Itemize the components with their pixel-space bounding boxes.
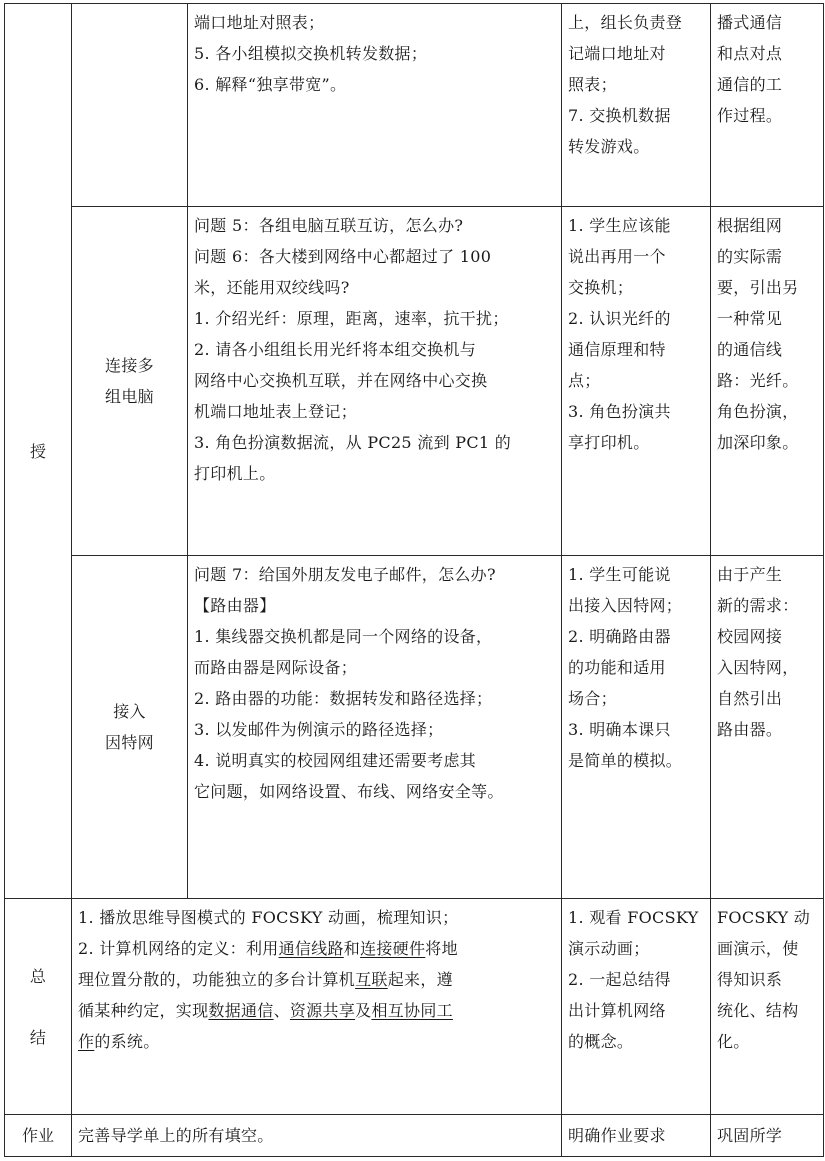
content-cell — [188, 207, 562, 556]
text-line: 3. 角色扮演数据流，从 PC25 流到 PC1 的 — [194, 433, 512, 452]
text-line: 出计算机网络 — [568, 1001, 666, 1020]
text-line: 6. 解释“独享带宽”。 — [194, 75, 347, 94]
text-line: 出接入因特网； — [568, 596, 683, 615]
topic-cell — [72, 207, 188, 556]
text-line: 4. 说明真实的校园网组建还需要考虑其 — [194, 751, 477, 770]
text-run: 理位置分散的，功能独立的多台计算机 — [78, 970, 356, 989]
text-run: 循某种约定，实现 — [78, 1001, 209, 1020]
text-line: 上，组长负责登 — [568, 13, 683, 32]
text-line: 统化、结构 — [717, 1001, 799, 1020]
text-line — [78, 933, 555, 964]
text-line: 和点对点 — [717, 44, 783, 63]
text-line: 照表； — [568, 75, 617, 94]
topic-line: 接入 — [113, 702, 146, 721]
text-line: 端口地址对照表； — [194, 13, 325, 32]
text-line: 路：光纤。 — [717, 371, 799, 390]
text-run: 的系统。 — [94, 1032, 160, 1051]
text-line — [78, 995, 555, 1026]
text-line: 记端口地址对 — [568, 44, 666, 63]
text-line: 3. 以发邮件为例演示的路径选择； — [194, 720, 444, 739]
homework-content-cell — [72, 1115, 562, 1157]
text-line: 1. 播放思维导图模式的 FOCSKY 动画，梳理知识； — [78, 908, 459, 927]
text-line: 2. 请各小组组长用光纤将本组交换机与 — [194, 340, 477, 359]
text-line: 得知识系 — [717, 970, 783, 989]
text-line: 路由器。 — [717, 720, 783, 739]
text-line: 自然引出 — [717, 689, 783, 708]
row-connect-internet — [5, 556, 824, 899]
text-line: 打印机上。 — [194, 464, 276, 483]
text-line: 点； — [568, 371, 601, 390]
text-line: 化。 — [717, 1032, 750, 1051]
text-line — [78, 964, 555, 995]
stage-cell-summary — [5, 899, 72, 1115]
underlined-term: 作 — [78, 1032, 95, 1051]
text-line: 通信的工 — [717, 75, 783, 94]
topic-line: 组电脑 — [105, 387, 154, 406]
text-line: 的功能和适用 — [568, 658, 666, 677]
text-line: 机端口地址表上登记； — [194, 402, 358, 421]
text-line: 的通信线 — [717, 340, 783, 359]
text-line: 问题 6：各大楼到网络中心都超过了 100 — [194, 247, 492, 266]
content-cell — [188, 556, 562, 899]
student-cell — [562, 1115, 711, 1157]
text-line: 5. 各小组模拟交换机转发数据； — [194, 44, 428, 63]
content-cell — [188, 4, 562, 207]
text-line: 2. 路由器的功能：数据转发和路径选择； — [194, 689, 493, 708]
text-line: 2. 一起总结得 — [568, 970, 671, 989]
text-line: 的实际需 — [717, 247, 783, 266]
text-line: 的概念。 — [568, 1032, 634, 1051]
text-run: 和 — [343, 939, 361, 958]
text-line: 网络中心交换机互联，并在网络中心交换 — [194, 371, 488, 390]
text-line: 是简单的模拟。 — [568, 751, 683, 770]
lesson-plan-table — [4, 3, 824, 1157]
stage-label: 总 — [29, 966, 47, 986]
stage-cell-homework — [5, 1115, 72, 1157]
topic-cell — [72, 556, 188, 899]
text-line — [78, 1026, 555, 1057]
text-line: 要，引出另 — [717, 278, 799, 297]
text-line: 3. 明确本课只 — [568, 720, 671, 739]
text-line: FOCSKY 动 — [717, 908, 810, 927]
text-line: 【路由器】 — [194, 596, 276, 615]
text-line: 作过程。 — [717, 106, 783, 125]
text-line: 说出再用一个 — [568, 247, 666, 266]
text-line: 1. 介绍光纤：原理，距离，速率，抗干扰； — [194, 309, 509, 328]
text-line: 交换机； — [568, 278, 634, 297]
text-line: 通信原理和特 — [568, 340, 666, 359]
summary-content-cell — [72, 899, 562, 1115]
text-line: 演示动画； — [568, 939, 650, 958]
text-line: 转发游戏。 — [568, 137, 650, 156]
text-line: 它问题，如网络设置、布线、网络安全等。 — [194, 782, 504, 801]
stage-cell-teach — [5, 4, 72, 899]
topic-line: 因特网 — [105, 733, 154, 752]
text-line: 而路由器是网际设备； — [194, 658, 358, 677]
intent-cell — [711, 4, 824, 207]
topic-cell-empty — [72, 4, 188, 207]
text-line: 享打印机。 — [568, 433, 650, 452]
text-line: 完善导学单上的所有填空。 — [78, 1126, 274, 1145]
text-run: 将地 — [425, 939, 458, 958]
topic-line: 连接多 — [105, 356, 154, 375]
row-summary — [5, 899, 824, 1115]
intent-cell — [711, 207, 824, 556]
text-line: 问题 5：各组电脑互联互访，怎么办? — [194, 216, 464, 235]
text-line: 3. 角色扮演共 — [568, 402, 671, 421]
text-line: 加深印象。 — [717, 433, 799, 452]
text-line: 1. 学生应该能 — [568, 216, 671, 235]
intent-cell — [711, 1115, 824, 1157]
text-line: 场合； — [568, 689, 617, 708]
text-run: 、 — [273, 1001, 290, 1020]
text-line: 入因特网， — [717, 658, 799, 677]
row-continuation — [5, 4, 824, 207]
student-cell — [562, 899, 711, 1115]
stage-label: 结 — [29, 1027, 47, 1047]
text-line: 明确作业要求 — [568, 1126, 666, 1145]
text-line: 1. 集线器交换机都是同一个网络的设备， — [194, 627, 493, 646]
intent-cell — [711, 899, 824, 1115]
text-line: 根据组网 — [717, 216, 783, 235]
student-cell — [562, 207, 711, 556]
text-line: 新的需求： — [717, 596, 799, 615]
underlined-term: 资源共享 — [289, 1001, 356, 1020]
underlined-term: 数据通信 — [208, 1001, 274, 1020]
underlined-term: 相互协同工 — [371, 1001, 453, 1020]
student-cell — [562, 556, 711, 899]
text-line: 巩固所学 — [717, 1126, 783, 1145]
stage-label: 授 — [29, 441, 46, 461]
text-line: 2. 认识光纤的 — [568, 309, 671, 328]
text-line: 1. 学生可能说 — [568, 565, 671, 584]
underlined-term: 连接硬件 — [360, 939, 426, 958]
intent-cell — [711, 556, 824, 899]
text-line: 1. 观看 FOCSKY — [568, 908, 699, 927]
row-homework — [5, 1115, 824, 1157]
text-line: 校园网接 — [717, 627, 783, 646]
row-connect-computers — [5, 207, 824, 556]
text-line: 角色扮演， — [717, 402, 799, 421]
text-line: 一种常见 — [717, 309, 783, 328]
text-line: 画演示，使 — [717, 939, 799, 958]
text-run: 及 — [355, 1001, 372, 1020]
underlined-term: 互联 — [355, 970, 388, 989]
text-line: 7. 交换机数据 — [568, 106, 671, 125]
text-line: 米，还能用双绞线吗? — [194, 278, 350, 297]
text-line: 2. 明确路由器 — [568, 627, 671, 646]
text-line: 问题 7：给国外朋友发电子邮件，怎么办? — [194, 565, 496, 584]
stage-label: 作业 — [21, 1126, 54, 1145]
text-line: 由于产生 — [717, 565, 783, 584]
student-cell — [562, 4, 711, 207]
underlined-term: 通信线路 — [278, 939, 344, 958]
text-run: 2. 计算机网络的定义：利用 — [78, 939, 279, 958]
text-run: 起来，遵 — [387, 970, 453, 989]
text-line: 播式通信 — [717, 13, 783, 32]
